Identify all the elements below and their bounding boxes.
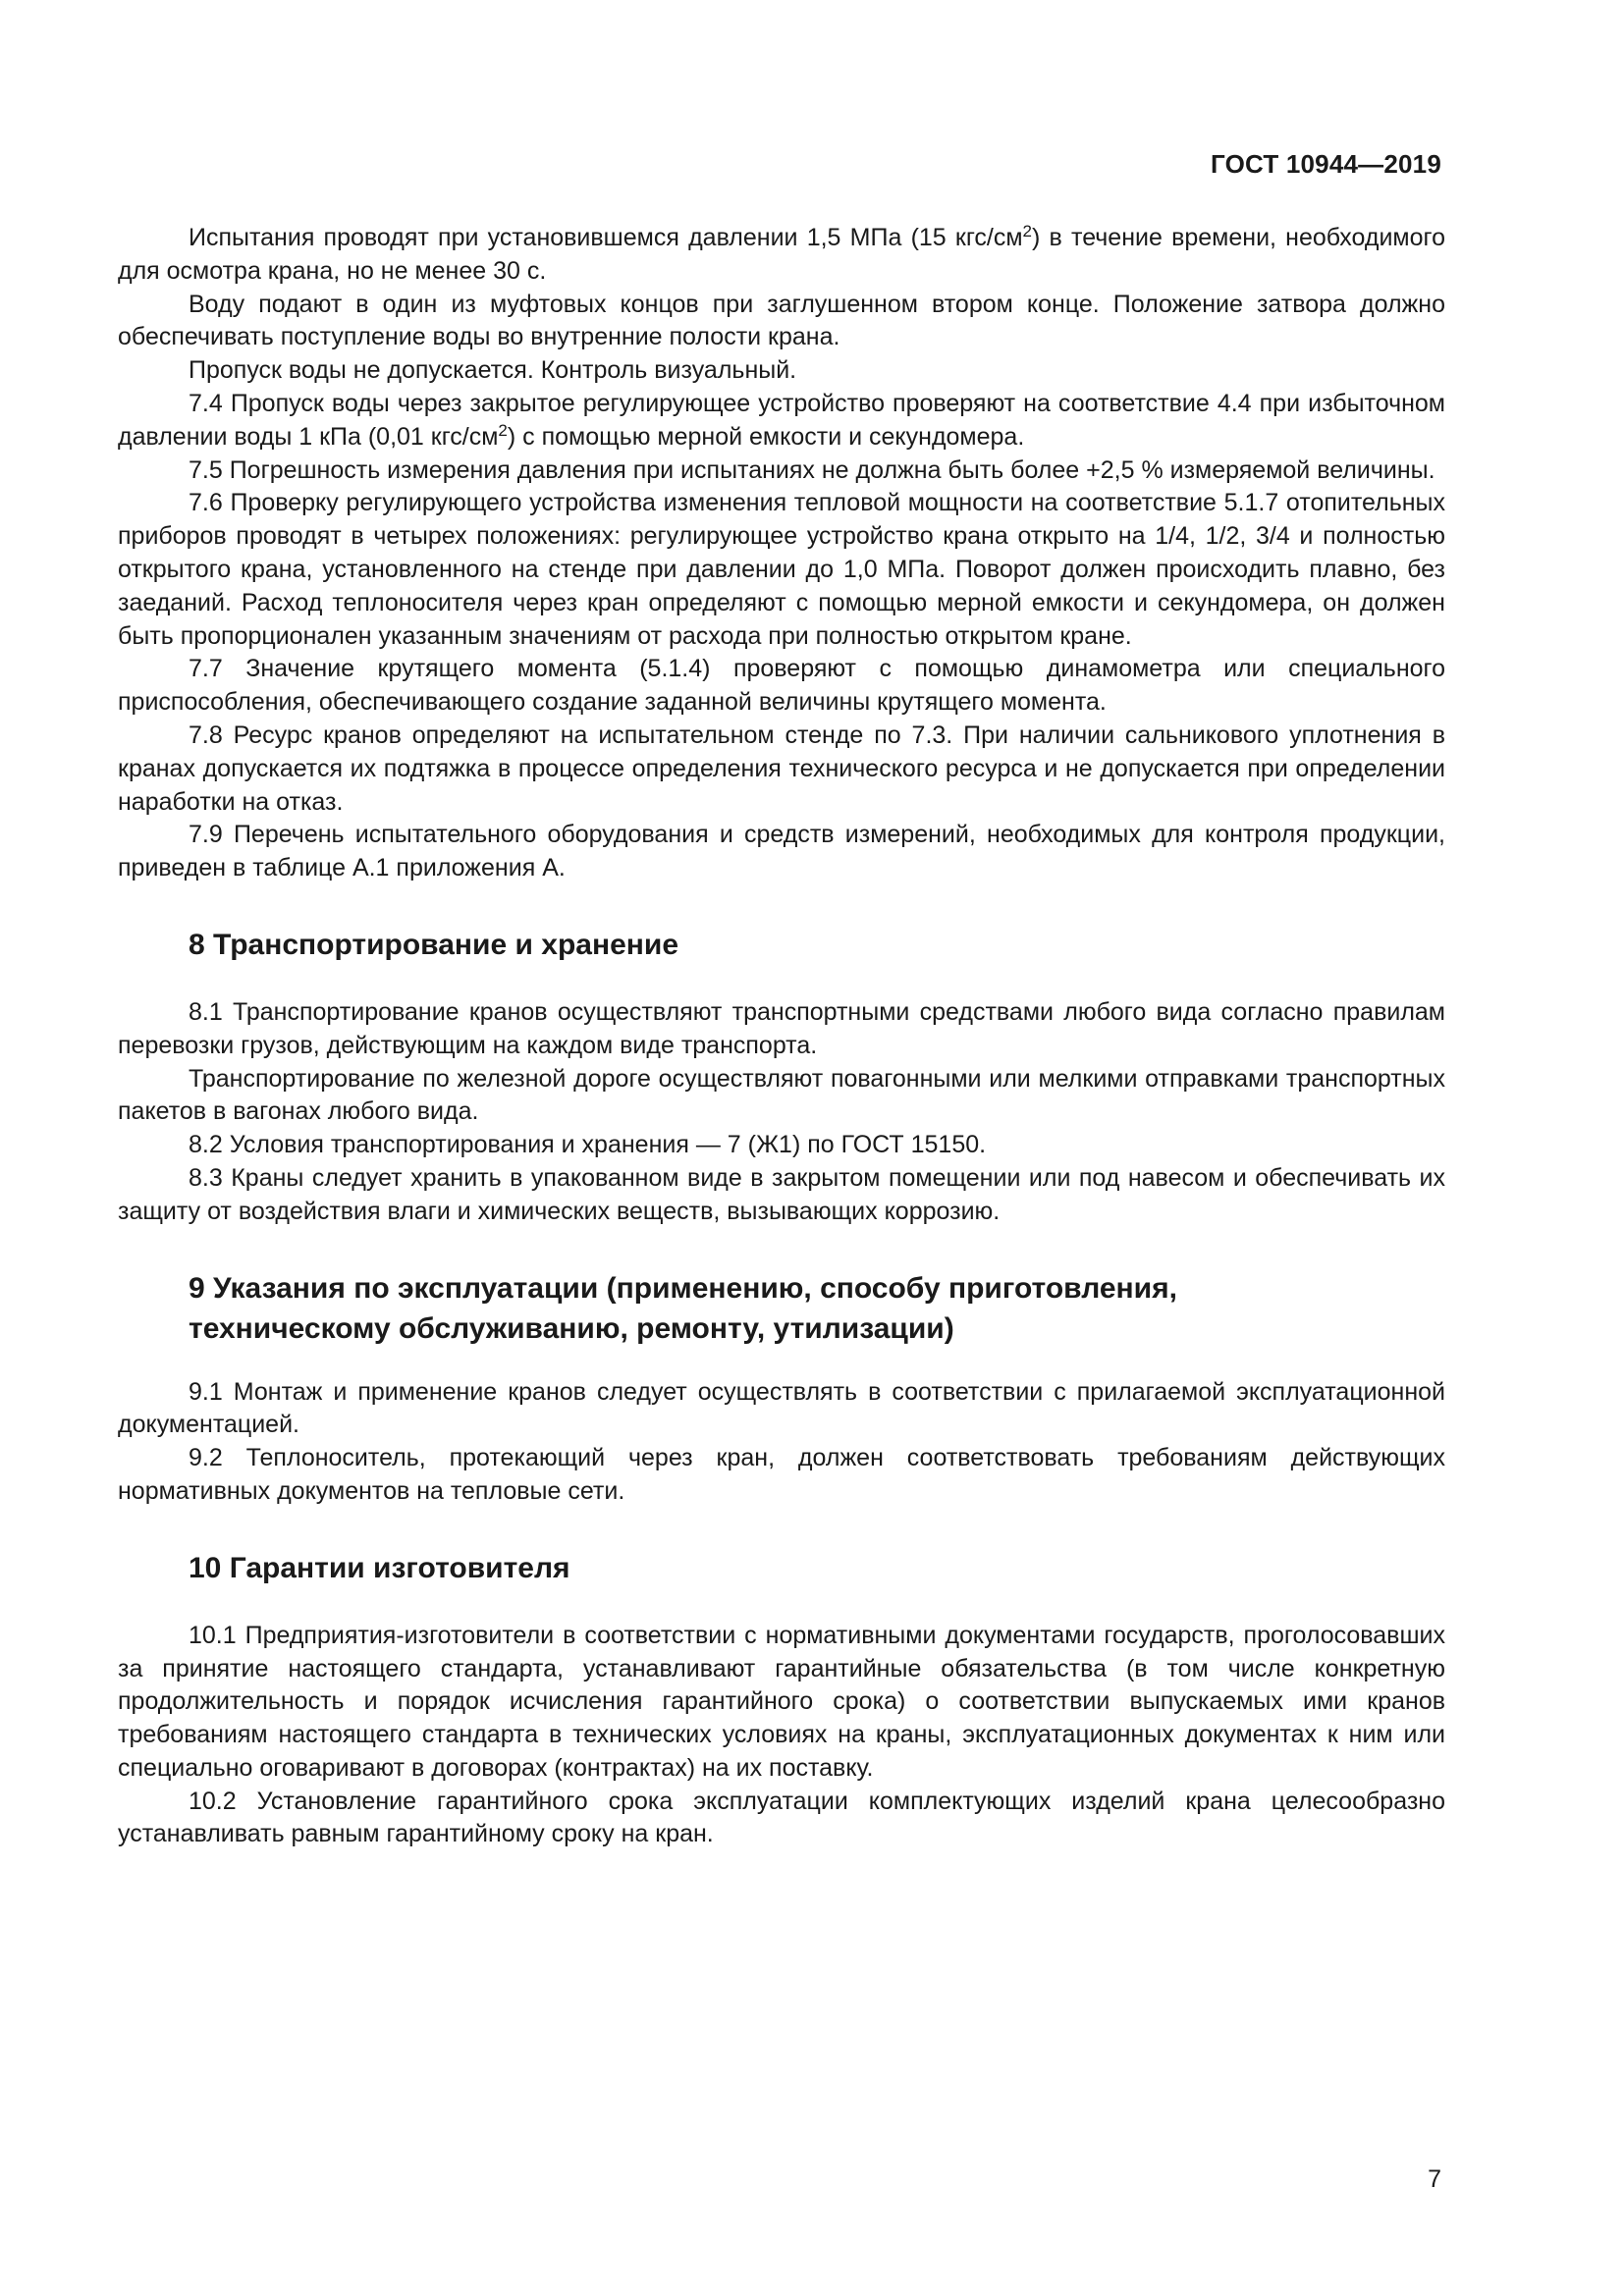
paragraph-no-leak: Пропуск воды не допускается. Контроль визуальный. xyxy=(189,356,797,385)
paragraph-7-9: 7.9 Перечень испытательного оборудования и средств измерений, необходимых для контроля продукции, приведен в таблице А.1 приложения А. xyxy=(118,821,1445,882)
section-heading-9: 9 Указания по эксплуатации (применению, способу приготовления, техническому обслуживанию, ремонту, утилизации) xyxy=(189,1271,1177,1345)
paragraph-10-2: 10.2 Установление гарантийного срока эксплуатации комплектующих изделий крана целесообразно устанавливать равным гарантийному сроку на кран. xyxy=(118,1787,1445,1848)
paragraph-8-1: 8.1 Транспортирование кранов осуществляют транспортными средствами любого вида согласно правилам перевозки грузов, действующим на каждом виде транспорта. xyxy=(118,997,1445,1059)
paragraph-7-7: 7.7 Значение крутящего момента (5.1.4) проверяют с помощью динамометра или специального приспособления, обеспечивающего создание заданной величины крутящего момента. xyxy=(118,655,1445,717)
paragraph-7-5: 7.5 Погрешность измерения давления при испытаниях не должна быть более +2,5 % измеряемой величины. xyxy=(189,455,1435,484)
paragraph-7-6: 7.6 Проверку регулирующего устройства изменения тепловой мощности на соответствие 5.1.7 отопительных приборов проводят в четырех положениях: регулирующее устройство крана открыто на 1/4, 1/2, 3/4 и полностью открытого крана, установленного на стенде при давлении до 1,0 МПа. Поворот должен происходить плавно, без заеданий. Расход теплоносителя через кран определяют с помощью мерной емкости и секундомера, он должен быть пропорционален указанным значениям от расхода при полностью открытом кране. xyxy=(118,489,1445,650)
paragraph-rail-transport: Транспортирование по железной дороге осуществляют повагонными или мелкими отправками транспортных пакетов в вагонах любого вида. xyxy=(118,1064,1445,1126)
page-number: 7 xyxy=(1428,2165,1441,2193)
section-heading-8: 8 Транспортирование и хранение xyxy=(189,928,679,961)
paragraph-7-4: 7.4 Пропуск воды через закрытое регулирующее устройство проверяют на соответствие 4.4 при избыточном давлении воды 1 кПа (0,01 кгс/$см^2$) с помощью мерной емкости и секундомера. xyxy=(118,389,1445,451)
document-header-standard-id: ГОСТ 10944—2019 xyxy=(1211,149,1441,179)
paragraph-7-8: 7.8 Ресурс кранов определяют на испытательном стенде по 7.3. При наличии сальникового уплотнения в кранах допускается их подтяжка в процессе определения технического ресурса и не допускается при определении наработки на отказ. xyxy=(118,721,1445,816)
paragraph-8-3: 8.3 Краны следует хранить в упакованном виде в закрытом помещении или под навесом и обеспечивать их защиту от воздействия влаги и химических веществ, вызывающих коррозию. xyxy=(118,1163,1445,1225)
paragraph-test-pressure: Испытания проводят при установившемся давлении 1,5 МПа (15 кгс/$см^2$) в течение времени, необходимого для осмотра крана, но не менее 30 с. xyxy=(118,222,1445,285)
document-body xyxy=(118,222,1445,1851)
paragraph-9-1: 9.1 Монтаж и применение кранов следует осуществлять в соответствии с прилагаемой эксплуатационной документацией. xyxy=(118,1377,1445,1439)
paragraph-8-2: 8.2 Условия транспортирования и хранения — 7 (Ж1) по ГОСТ 15150. xyxy=(189,1131,987,1159)
paragraph-9-2: 9.2 Теплоноситель, протекающий через кран, должен соответствовать требованиям действующих нормативных документов на тепловые сети. xyxy=(118,1444,1445,1505)
section-heading-10: 10 Гарантии изготовителя xyxy=(189,1551,570,1584)
paragraph-10-1: 10.1 Предприятия-изготовители в соответствии с нормативными документами государств, проголосовавших за принятие настоящего стандарта, устанавливают гарантийные обязательства (в том числе конкретную продолжительность и порядок исчисления гарантийного срока) о соответствии выпускаемых ими кранов требованиям настоящего стандарта в технических условиях на краны, эксплуатационных документах к ним или специально оговаривают в договорах (контрактах) на их поставку. xyxy=(118,1621,1445,1782)
paragraph-water-supply: Воду подают в один из муфтовых концов при заглушенном втором конце. Положение затвора должно обеспечивать поступление воды во внутренние полости крана. xyxy=(118,290,1445,351)
